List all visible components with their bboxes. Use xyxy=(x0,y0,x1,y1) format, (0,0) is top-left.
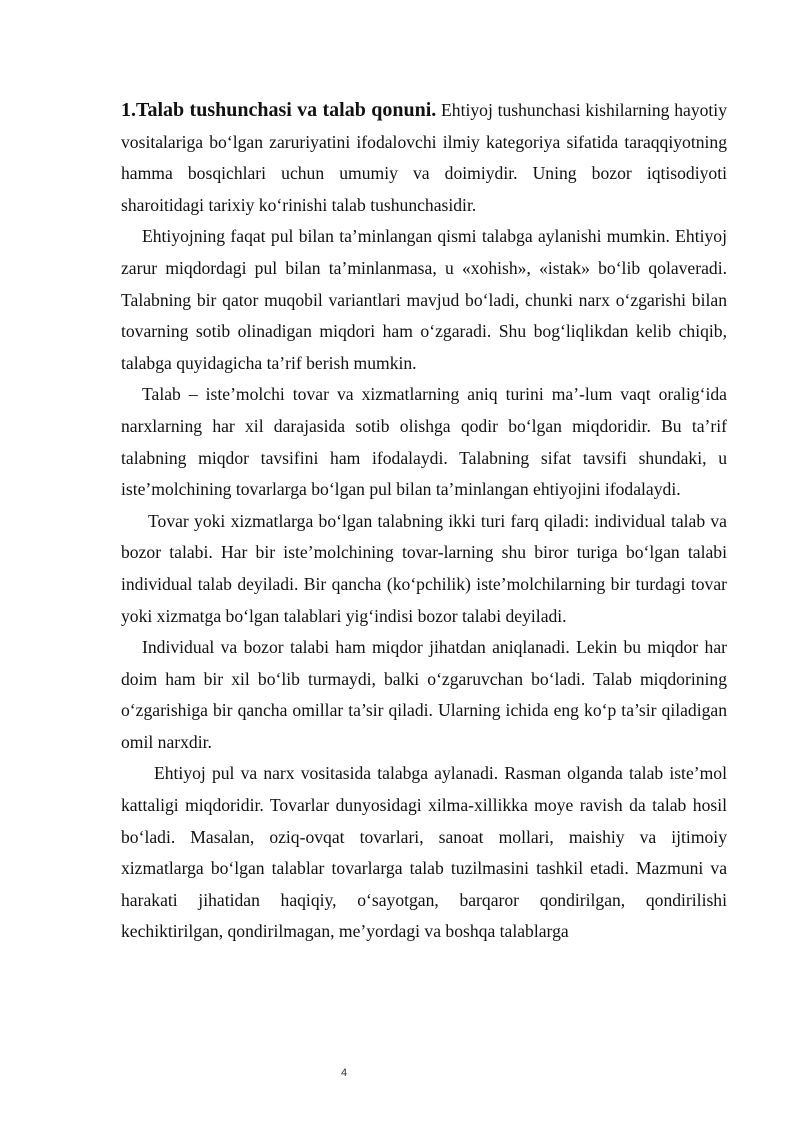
paragraph-2: Ehtiyojning faqat pul bilan ta’minlangan qismi talabga aylanishi mumkin. Ehtiyoj zarur miqdordagi pul bilan ta’minlanmasa, u «xohish», «istak» bo‘lib qolaveradi. Talabning bir qator muqobil variantlari mavjud bo‘ladi, chunki narx o‘zgarishi bilan tovarning sotib olinadigan miqdori ham o‘zgaradi. Shu bog‘liqlikdan kelib chiqib, talabga quyidagicha ta’rif berish mumkin. xyxy=(121,226,727,373)
paragraph-4: Tovar yoki xizmatlarga bo‘lgan talabning ikki turi farq qiladi: individual talab va bozor talabi. Har bir iste’molchining tovar-larning shu biror turiga bo‘lgan talabi individual talab deyiladi. Bir qancha (ko‘pchilik) iste’molchilarning bir turdagi tovar yoki xizmatga bo‘lgan talablari yig‘indisi bozor talabi deyiladi. xyxy=(121,510,727,626)
document-body xyxy=(121,95,727,948)
paragraph-1 xyxy=(121,95,727,221)
paragraph-3: Talab – iste’molchi tovar va xizmatlarning aniq turini ma’-lum vaqt oralig‘ida narxlarning har xil darajasida sotib olishga qodir bo‘lgan miqdoridir. Bu ta’rif talabning miqdor tavsifini ham ifodalaydi. Talabning sifat tavsifi shundaki, u iste’molchining tovarlarga bo‘lgan pul bilan ta’minlangan ehtiyojini ifodalaydi. xyxy=(121,384,727,500)
page-number: 4 xyxy=(340,1067,348,1079)
paragraph-6: Ehtiyoj pul va narx vositasida talabga aylanadi. Rasman olganda talab iste’mol kattaligi miqdoridir. Tovarlar dunyosidagi xilma-xillikka moye ravish da talab hosil bo‘ladi. Masalan, oziq-ovqat tovarlari, sanoat mollari, maishiy va ijtimoiy xizmatlarga bo‘lgan talablar tovarlarga talab tuzilmasini tashkil etadi. Mazmuni va harakati jihatidan haqiqiy, o‘sayotgan, barqaror qondirilgan, qondirilishi kechiktirilgan, qondirilmagan, me’yordagi va boshqa talablarga xyxy=(121,763,727,942)
section-heading: 1.Talab tushunchasi va talab qonuni. xyxy=(121,99,437,121)
paragraph-1-text: Ehtiyoj tushunchasi kishilarning hayotiy vositalariga bo‘lgan zaruriyatini ifodalovchi ilmiy kategoriya sifatida taraqqiyotning hamma bosqichlari uchun umumiy va doimiydir. Uning bozor iqtisodiyoti sharoitidagi tarixiy ko‘rinishi talab tushunchasidir. xyxy=(121,100,727,215)
paragraph-5: Individual va bozor talabi ham miqdor jihatdan aniqlanadi. Lekin bu miqdor har doim ham bir xil bo‘lib turmaydi, balki o‘zgaruvchan bo‘ladi. Talab miqdorining o‘zgarishiga bir qancha omillar ta’sir qiladi. Ularning ichida eng ko‘p ta’sir qiladigan omil narxdir. xyxy=(121,637,727,752)
